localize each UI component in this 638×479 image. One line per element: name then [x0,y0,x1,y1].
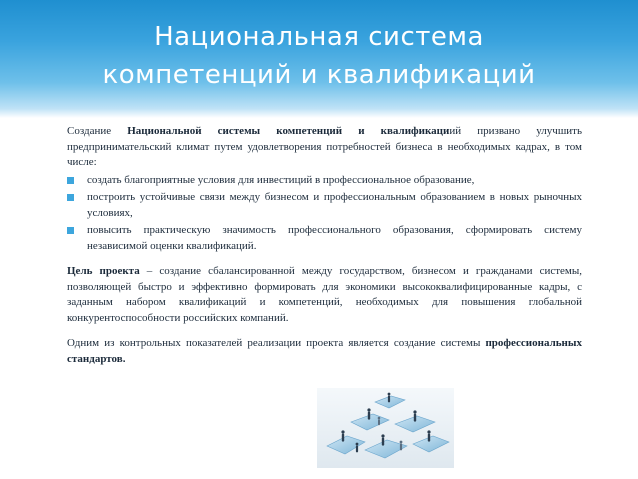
square-bullet-icon [67,177,74,184]
business-people-puzzle-image [317,388,454,468]
slide-title-line-2: компетенций и квалификаций [102,60,536,90]
goal-label: Цель проекта [67,265,140,277]
bullet-text: построить устойчивые связи между бизнесом и профессиональным образованием в новых рыночных условиях, [87,191,582,219]
bullet-text: повысить практическую значимость профессионального образования, сформировать систему независимой оценки квалификаций. [87,224,582,252]
bullet-list [67,173,582,255]
slide-body [67,124,582,367]
indicator-text: Одним из контрольных показателей реализации проекта является создание системы [67,337,486,349]
intro-bold: Национальной системы компетенций и квалификаци [127,125,450,137]
bullet-item [67,173,582,189]
slide-title-line-1: Национальная система [154,22,484,52]
square-bullet-icon [67,227,74,234]
goal-paragraph [67,264,582,326]
indicator-paragraph [67,336,582,367]
bullet-text: создать благоприятные условия для инвестиций в профессиональное образование, [87,173,475,186]
square-bullet-icon [67,194,74,201]
indicator-bold: профессиональных стандартов. [67,337,582,365]
goal-text: – создание сбалансированной между государством, бизнесом и гражданами системы, позволяющей быстро и эффективно формировать для экономики высококвалифицированные кадры, с заданным набором квалификаций и компетенций, необходимых для повышения глобальной конкурентоспособности российских компаний. [67,265,583,324]
slide-title [0,18,638,94]
intro-prefix: Создание [67,125,128,137]
bullet-item [67,190,582,221]
intro-suffix: ий призвано улучшить предпринимательский климат путем удовлетворения потребностей бизнеса в необходимых кадрах, в том числе: [67,125,582,168]
title-banner [0,0,638,118]
bullet-item [67,223,582,254]
intro-paragraph [67,124,582,171]
